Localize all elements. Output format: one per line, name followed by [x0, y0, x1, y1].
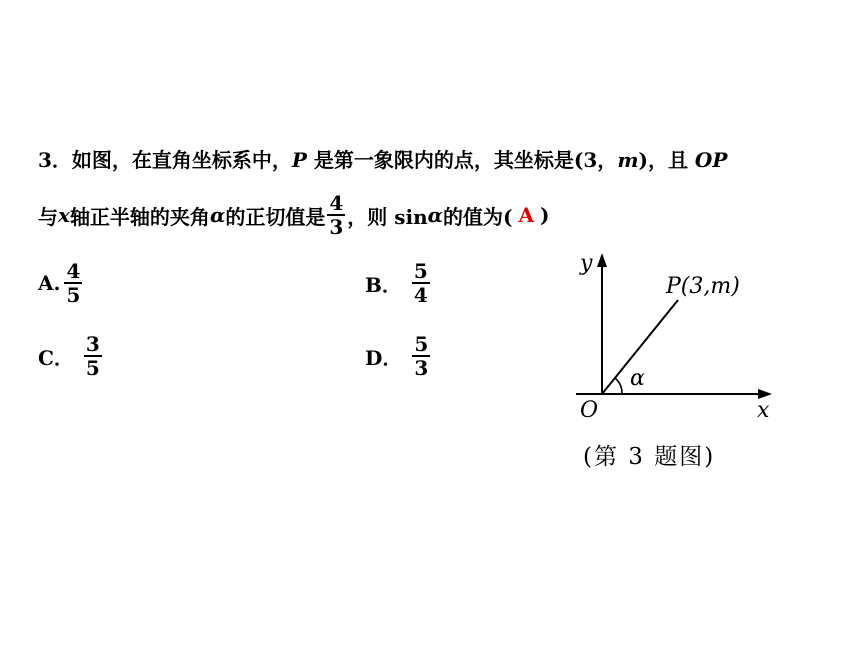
question-text-2c: 的正切值是	[225, 204, 326, 229]
answer-mark: A	[518, 203, 535, 227]
question-text-2e: 的值为(	[443, 204, 513, 229]
question-line-2	[38, 188, 549, 242]
point-p: P	[291, 148, 307, 172]
var-alpha-2: α	[427, 203, 444, 227]
question-text-1c: )，且	[638, 148, 695, 172]
option-a-num: 4	[66, 259, 81, 283]
option-d[interactable]	[365, 333, 432, 379]
option-a-label: A.	[38, 271, 61, 295]
option-a-den: 5	[66, 283, 81, 307]
option-c-label: C．	[38, 345, 74, 370]
x-label: x	[757, 398, 770, 423]
option-d-fraction	[412, 333, 430, 379]
figure-caption: (第 3 题图)	[583, 444, 716, 470]
option-d-num: 5	[414, 332, 429, 356]
segment-op: OP	[694, 148, 728, 172]
option-b-num: 5	[413, 259, 428, 283]
origin-label: O	[580, 398, 599, 423]
var-alpha: α	[209, 203, 226, 227]
option-c[interactable]	[38, 333, 104, 379]
question-line-1	[38, 144, 727, 173]
option-b-den: 4	[413, 283, 428, 307]
var-x: x	[58, 203, 70, 227]
option-b-label: B．	[365, 272, 402, 297]
question-text-2b: 轴正半轴的夹角	[69, 204, 210, 229]
option-d-label: D．	[365, 345, 403, 370]
question-text-2a: 与	[38, 204, 58, 229]
tan-numerator: 4	[329, 191, 344, 215]
y-axis-arrow	[597, 253, 607, 267]
tan-fraction	[327, 192, 345, 238]
option-c-den: 5	[85, 356, 100, 380]
point-p-label: P(3,m)	[666, 274, 740, 299]
option-c-num: 3	[85, 332, 100, 356]
option-d-den: 3	[414, 356, 429, 380]
option-a[interactable]	[38, 260, 84, 306]
question-text-2d: ，则 sin	[347, 204, 428, 229]
option-b-fraction	[412, 260, 430, 306]
question-text-1a: 如图，在直角坐标系中，	[71, 148, 292, 172]
var-m: m	[617, 148, 639, 172]
y-label: y	[580, 251, 593, 276]
coordinate-figure	[560, 245, 790, 430]
option-b[interactable]	[365, 260, 432, 306]
question-text-2f: )	[540, 203, 550, 227]
option-c-fraction	[84, 333, 102, 379]
angle-arc	[615, 378, 622, 394]
question-text-1b: 是第一象限内的点，其坐标是(3，	[306, 148, 618, 172]
angle-label: α	[630, 366, 645, 391]
option-a-fraction	[64, 260, 82, 306]
tan-denominator: 3	[329, 215, 344, 239]
question-number: 3．	[38, 148, 72, 172]
